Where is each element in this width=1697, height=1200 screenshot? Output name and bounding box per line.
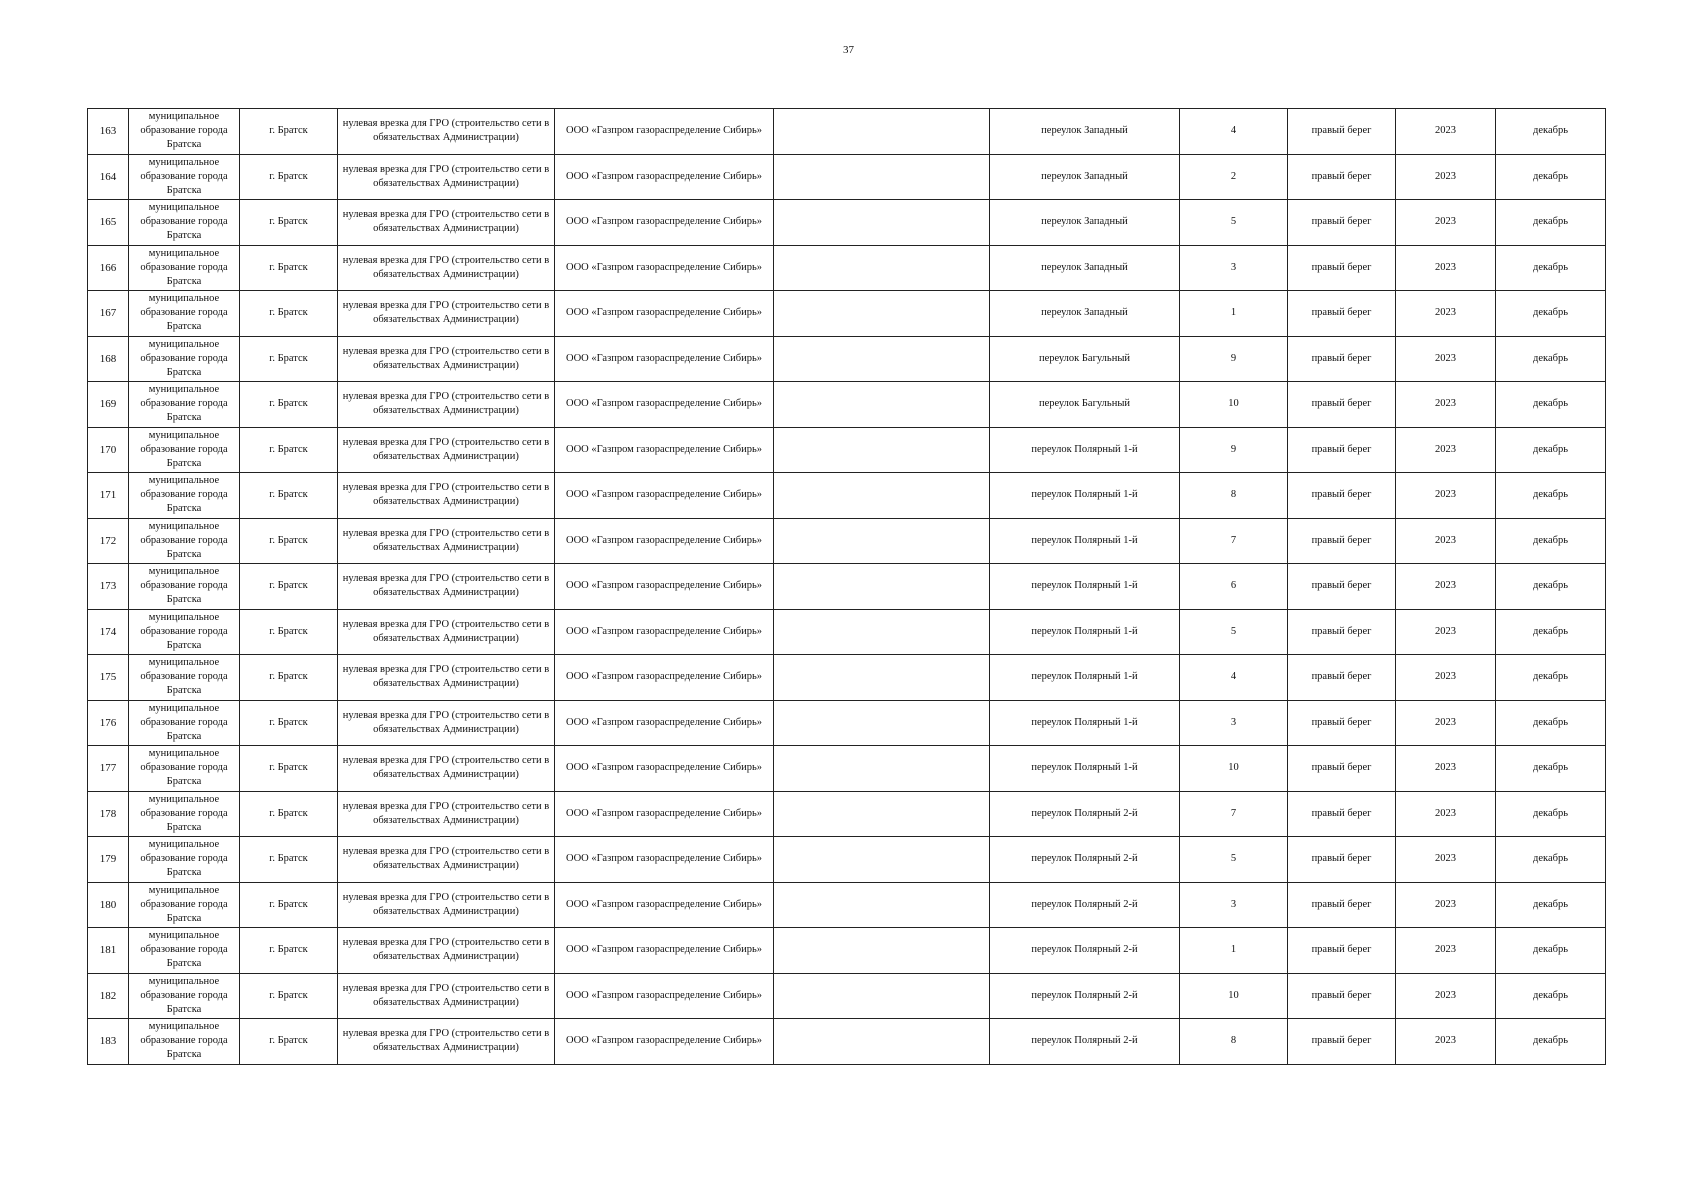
river-bank-cell: правый берег	[1288, 154, 1396, 200]
house-number-cell: 9	[1180, 336, 1288, 382]
month-cell: декабрь	[1496, 882, 1606, 928]
year-cell: 2023	[1396, 382, 1496, 428]
organization-cell: ООО «Газпром газораспределение Сибирь»	[555, 1019, 774, 1065]
city-cell: г. Братск	[240, 746, 338, 792]
empty-cell	[774, 746, 990, 792]
organization-cell: ООО «Газпром газораспределение Сибирь»	[555, 518, 774, 564]
empty-cell	[774, 518, 990, 564]
table-row	[88, 746, 1606, 792]
row-number-cell: 163	[88, 109, 129, 155]
municipality-cell: муниципальное образование города Братска	[129, 928, 240, 974]
month-cell: декабрь	[1496, 564, 1606, 610]
year-cell: 2023	[1396, 1019, 1496, 1065]
year-cell: 2023	[1396, 882, 1496, 928]
work-description-cell: нулевая врезка для ГРО (строительство сети в обязательствах Администрации)	[338, 700, 555, 746]
city-cell: г. Братск	[240, 291, 338, 337]
street-cell: переулок Полярный 2-й	[990, 882, 1180, 928]
empty-cell	[774, 564, 990, 610]
row-number-cell: 171	[88, 473, 129, 519]
month-cell: декабрь	[1496, 427, 1606, 473]
city-cell: г. Братск	[240, 564, 338, 610]
house-number-cell: 5	[1180, 200, 1288, 246]
city-cell: г. Братск	[240, 245, 338, 291]
month-cell: декабрь	[1496, 109, 1606, 155]
month-cell: декабрь	[1496, 973, 1606, 1019]
empty-cell	[774, 1019, 990, 1065]
house-number-cell: 10	[1180, 973, 1288, 1019]
river-bank-cell: правый берег	[1288, 655, 1396, 701]
house-number-cell: 10	[1180, 382, 1288, 428]
city-cell: г. Братск	[240, 427, 338, 473]
street-cell: переулок Западный	[990, 200, 1180, 246]
year-cell: 2023	[1396, 109, 1496, 155]
table-row	[88, 473, 1606, 519]
table-row	[88, 518, 1606, 564]
empty-cell	[774, 382, 990, 428]
city-cell: г. Братск	[240, 700, 338, 746]
organization-cell: ООО «Газпром газораспределение Сибирь»	[555, 928, 774, 974]
year-cell: 2023	[1396, 928, 1496, 974]
river-bank-cell: правый берег	[1288, 973, 1396, 1019]
municipality-cell: муниципальное образование города Братска	[129, 837, 240, 883]
organization-cell: ООО «Газпром газораспределение Сибирь»	[555, 109, 774, 155]
city-cell: г. Братск	[240, 154, 338, 200]
empty-cell	[774, 882, 990, 928]
municipality-cell: муниципальное образование города Братска	[129, 154, 240, 200]
year-cell: 2023	[1396, 655, 1496, 701]
table-row	[88, 154, 1606, 200]
row-number-cell: 172	[88, 518, 129, 564]
municipality-cell: муниципальное образование города Братска	[129, 609, 240, 655]
organization-cell: ООО «Газпром газораспределение Сибирь»	[555, 791, 774, 837]
work-description-cell: нулевая врезка для ГРО (строительство сети в обязательствах Администрации)	[338, 746, 555, 792]
house-number-cell: 5	[1180, 837, 1288, 883]
city-cell: г. Братск	[240, 973, 338, 1019]
year-cell: 2023	[1396, 837, 1496, 883]
organization-cell: ООО «Газпром газораспределение Сибирь»	[555, 882, 774, 928]
empty-cell	[774, 427, 990, 473]
table-row	[88, 109, 1606, 155]
month-cell: декабрь	[1496, 746, 1606, 792]
year-cell: 2023	[1396, 473, 1496, 519]
organization-cell: ООО «Газпром газораспределение Сибирь»	[555, 291, 774, 337]
house-number-cell: 9	[1180, 427, 1288, 473]
organization-cell: ООО «Газпром газораспределение Сибирь»	[555, 154, 774, 200]
row-number-cell: 173	[88, 564, 129, 610]
municipality-cell: муниципальное образование города Братска	[129, 109, 240, 155]
table-row	[88, 382, 1606, 428]
river-bank-cell: правый берег	[1288, 928, 1396, 974]
street-cell: переулок Полярный 1-й	[990, 746, 1180, 792]
street-cell: переулок Западный	[990, 245, 1180, 291]
work-description-cell: нулевая врезка для ГРО (строительство сети в обязательствах Администрации)	[338, 109, 555, 155]
municipality-cell: муниципальное образование города Братска	[129, 200, 240, 246]
river-bank-cell: правый берег	[1288, 473, 1396, 519]
house-number-cell: 1	[1180, 928, 1288, 974]
municipality-cell: муниципальное образование города Братска	[129, 427, 240, 473]
municipality-cell: муниципальное образование города Братска	[129, 791, 240, 837]
row-number-cell: 170	[88, 427, 129, 473]
empty-cell	[774, 837, 990, 883]
row-number-cell: 174	[88, 609, 129, 655]
month-cell: декабрь	[1496, 837, 1606, 883]
month-cell: декабрь	[1496, 473, 1606, 519]
street-cell: переулок Западный	[990, 109, 1180, 155]
municipality-cell: муниципальное образование города Братска	[129, 245, 240, 291]
year-cell: 2023	[1396, 200, 1496, 246]
year-cell: 2023	[1396, 746, 1496, 792]
table-row	[88, 837, 1606, 883]
organization-cell: ООО «Газпром газораспределение Сибирь»	[555, 837, 774, 883]
municipality-cell: муниципальное образование города Братска	[129, 473, 240, 519]
row-number-cell: 169	[88, 382, 129, 428]
empty-cell	[774, 154, 990, 200]
empty-cell	[774, 928, 990, 974]
row-number-cell: 165	[88, 200, 129, 246]
city-cell: г. Братск	[240, 382, 338, 428]
street-cell: переулок Полярный 2-й	[990, 837, 1180, 883]
row-number-cell: 182	[88, 973, 129, 1019]
work-description-cell: нулевая врезка для ГРО (строительство сети в обязательствах Администрации)	[338, 473, 555, 519]
organization-cell: ООО «Газпром газораспределение Сибирь»	[555, 427, 774, 473]
row-number-cell: 166	[88, 245, 129, 291]
municipality-cell: муниципальное образование города Братска	[129, 336, 240, 382]
work-description-cell: нулевая врезка для ГРО (строительство сети в обязательствах Администрации)	[338, 973, 555, 1019]
street-cell: переулок Западный	[990, 154, 1180, 200]
street-cell: переулок Полярный 1-й	[990, 473, 1180, 519]
river-bank-cell: правый берег	[1288, 245, 1396, 291]
year-cell: 2023	[1396, 791, 1496, 837]
house-number-cell: 7	[1180, 791, 1288, 837]
table-row	[88, 609, 1606, 655]
table-row	[88, 700, 1606, 746]
row-number-cell: 164	[88, 154, 129, 200]
municipality-cell: муниципальное образование города Братска	[129, 973, 240, 1019]
month-cell: декабрь	[1496, 336, 1606, 382]
work-description-cell: нулевая врезка для ГРО (строительство сети в обязательствах Администрации)	[338, 245, 555, 291]
street-cell: переулок Багульный	[990, 336, 1180, 382]
river-bank-cell: правый берег	[1288, 382, 1396, 428]
street-cell: переулок Полярный 2-й	[990, 928, 1180, 974]
year-cell: 2023	[1396, 245, 1496, 291]
city-cell: г. Братск	[240, 609, 338, 655]
table-row	[88, 336, 1606, 382]
city-cell: г. Братск	[240, 928, 338, 974]
organization-cell: ООО «Газпром газораспределение Сибирь»	[555, 564, 774, 610]
city-cell: г. Братск	[240, 837, 338, 883]
table-row	[88, 427, 1606, 473]
month-cell: декабрь	[1496, 655, 1606, 701]
row-number-cell: 178	[88, 791, 129, 837]
street-cell: переулок Багульный	[990, 382, 1180, 428]
house-number-cell: 4	[1180, 655, 1288, 701]
month-cell: декабрь	[1496, 200, 1606, 246]
row-number-cell: 181	[88, 928, 129, 974]
empty-cell	[774, 609, 990, 655]
table-row	[88, 973, 1606, 1019]
municipality-cell: муниципальное образование города Братска	[129, 291, 240, 337]
month-cell: декабрь	[1496, 609, 1606, 655]
month-cell: декабрь	[1496, 518, 1606, 564]
city-cell: г. Братск	[240, 882, 338, 928]
year-cell: 2023	[1396, 973, 1496, 1019]
municipality-cell: муниципальное образование города Братска	[129, 655, 240, 701]
river-bank-cell: правый берег	[1288, 291, 1396, 337]
month-cell: декабрь	[1496, 154, 1606, 200]
table-row	[88, 564, 1606, 610]
city-cell: г. Братск	[240, 473, 338, 519]
city-cell: г. Братск	[240, 109, 338, 155]
table-row	[88, 245, 1606, 291]
work-description-cell: нулевая врезка для ГРО (строительство сети в обязательствах Администрации)	[338, 518, 555, 564]
organization-cell: ООО «Газпром газораспределение Сибирь»	[555, 746, 774, 792]
house-number-cell: 3	[1180, 700, 1288, 746]
city-cell: г. Братск	[240, 200, 338, 246]
work-description-cell: нулевая врезка для ГРО (строительство сети в обязательствах Администрации)	[338, 882, 555, 928]
house-number-cell: 10	[1180, 746, 1288, 792]
street-cell: переулок Полярный 2-й	[990, 1019, 1180, 1065]
street-cell: переулок Полярный 1-й	[990, 427, 1180, 473]
year-cell: 2023	[1396, 564, 1496, 610]
river-bank-cell: правый берег	[1288, 837, 1396, 883]
house-number-cell: 5	[1180, 609, 1288, 655]
row-number-cell: 183	[88, 1019, 129, 1065]
organization-cell: ООО «Газпром газораспределение Сибирь»	[555, 473, 774, 519]
empty-cell	[774, 336, 990, 382]
river-bank-cell: правый берег	[1288, 109, 1396, 155]
municipality-cell: муниципальное образование города Братска	[129, 518, 240, 564]
river-bank-cell: правый берег	[1288, 518, 1396, 564]
empty-cell	[774, 200, 990, 246]
year-cell: 2023	[1396, 291, 1496, 337]
river-bank-cell: правый берег	[1288, 609, 1396, 655]
river-bank-cell: правый берег	[1288, 700, 1396, 746]
year-cell: 2023	[1396, 427, 1496, 473]
river-bank-cell: правый берег	[1288, 336, 1396, 382]
organization-cell: ООО «Газпром газораспределение Сибирь»	[555, 655, 774, 701]
house-number-cell: 4	[1180, 109, 1288, 155]
page-number: 37	[843, 44, 854, 56]
house-number-cell: 3	[1180, 245, 1288, 291]
work-description-cell: нулевая врезка для ГРО (строительство сети в обязательствах Администрации)	[338, 1019, 555, 1065]
river-bank-cell: правый берег	[1288, 746, 1396, 792]
house-number-cell: 3	[1180, 882, 1288, 928]
row-number-cell: 176	[88, 700, 129, 746]
street-cell: переулок Полярный 1-й	[990, 609, 1180, 655]
work-description-cell: нулевая врезка для ГРО (строительство сети в обязательствах Администрации)	[338, 427, 555, 473]
house-number-cell: 6	[1180, 564, 1288, 610]
street-cell: переулок Западный	[990, 291, 1180, 337]
organization-cell: ООО «Газпром газораспределение Сибирь»	[555, 700, 774, 746]
city-cell: г. Братск	[240, 336, 338, 382]
house-number-cell: 8	[1180, 473, 1288, 519]
river-bank-cell: правый берег	[1288, 1019, 1396, 1065]
row-number-cell: 179	[88, 837, 129, 883]
work-description-cell: нулевая врезка для ГРО (строительство сети в обязательствах Администрации)	[338, 837, 555, 883]
month-cell: декабрь	[1496, 700, 1606, 746]
empty-cell	[774, 655, 990, 701]
street-cell: переулок Полярный 1-й	[990, 518, 1180, 564]
street-cell: переулок Полярный 1-й	[990, 700, 1180, 746]
municipality-cell: муниципальное образование города Братска	[129, 882, 240, 928]
municipality-cell: муниципальное образование города Братска	[129, 1019, 240, 1065]
work-description-cell: нулевая врезка для ГРО (строительство сети в обязательствах Администрации)	[338, 655, 555, 701]
month-cell: декабрь	[1496, 1019, 1606, 1065]
city-cell: г. Братск	[240, 1019, 338, 1065]
work-description-cell: нулевая врезка для ГРО (строительство сети в обязательствах Администрации)	[338, 382, 555, 428]
river-bank-cell: правый берег	[1288, 200, 1396, 246]
river-bank-cell: правый берег	[1288, 427, 1396, 473]
year-cell: 2023	[1396, 518, 1496, 564]
house-number-cell: 7	[1180, 518, 1288, 564]
river-bank-cell: правый берег	[1288, 882, 1396, 928]
row-number-cell: 175	[88, 655, 129, 701]
river-bank-cell: правый берег	[1288, 791, 1396, 837]
table-row	[88, 791, 1606, 837]
table-row	[88, 882, 1606, 928]
row-number-cell: 168	[88, 336, 129, 382]
table-row	[88, 928, 1606, 974]
street-cell: переулок Полярный 1-й	[990, 564, 1180, 610]
table-row	[88, 1019, 1606, 1065]
work-description-cell: нулевая врезка для ГРО (строительство сети в обязательствах Администрации)	[338, 291, 555, 337]
work-description-cell: нулевая врезка для ГРО (строительство сети в обязательствах Администрации)	[338, 928, 555, 974]
city-cell: г. Братск	[240, 791, 338, 837]
work-description-cell: нулевая врезка для ГРО (строительство сети в обязательствах Администрации)	[338, 336, 555, 382]
month-cell: декабрь	[1496, 291, 1606, 337]
municipality-cell: муниципальное образование города Братска	[129, 700, 240, 746]
empty-cell	[774, 700, 990, 746]
row-number-cell: 167	[88, 291, 129, 337]
row-number-cell: 180	[88, 882, 129, 928]
year-cell: 2023	[1396, 154, 1496, 200]
organization-cell: ООО «Газпром газораспределение Сибирь»	[555, 973, 774, 1019]
year-cell: 2023	[1396, 609, 1496, 655]
year-cell: 2023	[1396, 700, 1496, 746]
row-number-cell: 177	[88, 746, 129, 792]
house-number-cell: 2	[1180, 154, 1288, 200]
year-cell: 2023	[1396, 336, 1496, 382]
work-description-cell: нулевая врезка для ГРО (строительство сети в обязательствах Администрации)	[338, 791, 555, 837]
municipality-cell: муниципальное образование города Братска	[129, 382, 240, 428]
empty-cell	[774, 291, 990, 337]
street-cell: переулок Полярный 2-й	[990, 791, 1180, 837]
work-description-cell: нулевая врезка для ГРО (строительство сети в обязательствах Администрации)	[338, 200, 555, 246]
organization-cell: ООО «Газпром газораспределение Сибирь»	[555, 200, 774, 246]
table-row	[88, 291, 1606, 337]
street-cell: переулок Полярный 2-й	[990, 973, 1180, 1019]
month-cell: декабрь	[1496, 791, 1606, 837]
month-cell: декабрь	[1496, 928, 1606, 974]
city-cell: г. Братск	[240, 655, 338, 701]
empty-cell	[774, 973, 990, 1019]
house-number-cell: 1	[1180, 291, 1288, 337]
empty-cell	[774, 245, 990, 291]
month-cell: декабрь	[1496, 245, 1606, 291]
organization-cell: ООО «Газпром газораспределение Сибирь»	[555, 382, 774, 428]
month-cell: декабрь	[1496, 382, 1606, 428]
street-cell: переулок Полярный 1-й	[990, 655, 1180, 701]
work-description-cell: нулевая врезка для ГРО (строительство сети в обязательствах Администрации)	[338, 609, 555, 655]
registry-body	[88, 109, 1606, 1065]
empty-cell	[774, 109, 990, 155]
work-description-cell: нулевая врезка для ГРО (строительство сети в обязательствах Администрации)	[338, 564, 555, 610]
city-cell: г. Братск	[240, 518, 338, 564]
municipality-cell: муниципальное образование города Братска	[129, 746, 240, 792]
empty-cell	[774, 473, 990, 519]
municipality-cell: муниципальное образование города Братска	[129, 564, 240, 610]
organization-cell: ООО «Газпром газораспределение Сибирь»	[555, 609, 774, 655]
river-bank-cell: правый берег	[1288, 564, 1396, 610]
table-row	[88, 655, 1606, 701]
registry-table	[87, 108, 1606, 1065]
work-description-cell: нулевая врезка для ГРО (строительство сети в обязательствах Администрации)	[338, 154, 555, 200]
organization-cell: ООО «Газпром газораспределение Сибирь»	[555, 336, 774, 382]
organization-cell: ООО «Газпром газораспределение Сибирь»	[555, 245, 774, 291]
house-number-cell: 8	[1180, 1019, 1288, 1065]
empty-cell	[774, 791, 990, 837]
table-row	[88, 200, 1606, 246]
